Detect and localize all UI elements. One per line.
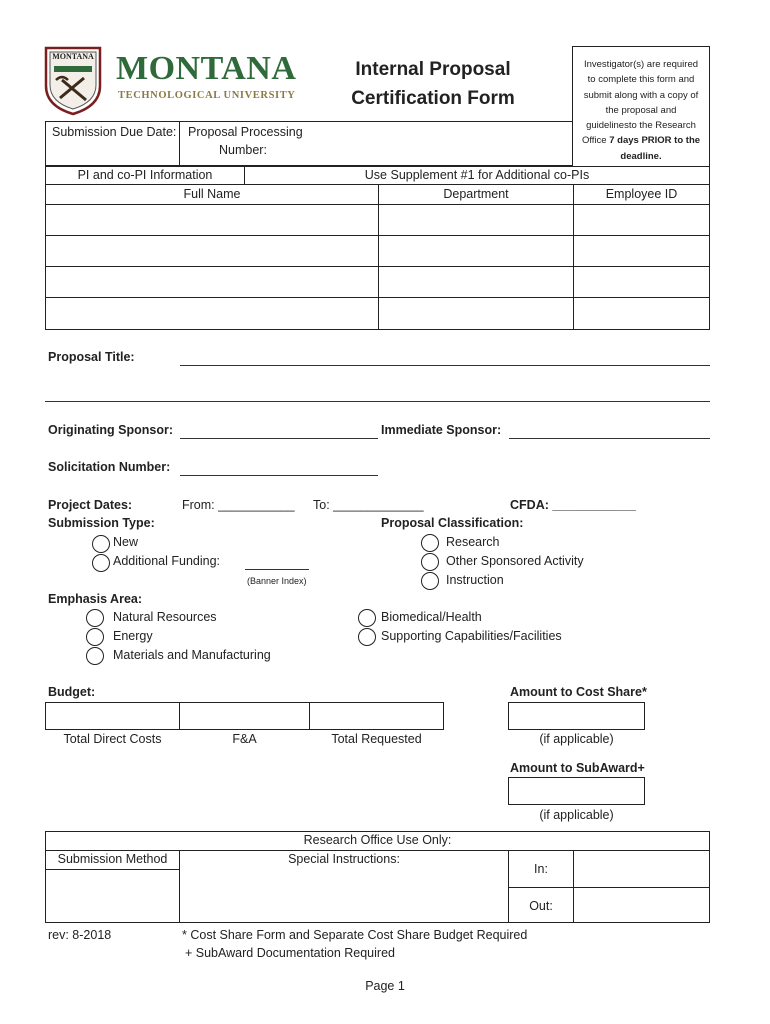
originating-sponsor-label: Originating Sponsor: xyxy=(48,423,173,437)
proposal-title-input-line2[interactable] xyxy=(45,401,710,402)
page-number: Page 1 xyxy=(365,979,405,993)
copi-id-input[interactable] xyxy=(573,297,710,330)
emphasis-energy-radio[interactable] xyxy=(86,628,104,646)
proposal-classification-label: Proposal Classification: xyxy=(381,516,524,530)
in-label: In: xyxy=(534,862,548,876)
emphasis-natural-radio[interactable] xyxy=(86,609,104,627)
submission-type-label: Submission Type: xyxy=(48,516,155,530)
copi-id-input[interactable] xyxy=(573,235,710,267)
processing-number-label-1: Proposal Processing xyxy=(188,125,303,139)
instructions-line: Investigator(s) are required xyxy=(583,59,699,70)
instructions-line xyxy=(574,133,708,148)
emphasis-materials-radio[interactable] xyxy=(86,647,104,665)
revision-label: rev: 8-2018 xyxy=(48,928,112,942)
originating-sponsor-input[interactable] xyxy=(180,438,378,439)
classification-other-radio[interactable] xyxy=(421,553,439,571)
office-header: Research Office Use Only: xyxy=(303,833,452,847)
instructions-line: the proposal and xyxy=(605,104,677,116)
cost-share-input[interactable] xyxy=(508,702,645,730)
supplement-note: Use Supplement #1 for Additional co-PIs xyxy=(364,168,590,182)
logo-shield-text: MONTANA xyxy=(52,52,94,61)
out-label: Out: xyxy=(529,899,553,913)
due-date-label: Submission Due Date: xyxy=(52,125,177,139)
copi-name-input[interactable] xyxy=(45,266,379,298)
classification-other-label: Other Sponsored Activity xyxy=(446,554,584,568)
total-requested-input[interactable] xyxy=(309,702,444,730)
cfda-field[interactable]: CFDA: ____________ xyxy=(510,498,636,512)
fa-label: F&A xyxy=(232,732,257,746)
copi-dept-input[interactable] xyxy=(378,235,574,267)
proposal-title-input[interactable] xyxy=(180,365,710,366)
banner-index-label: (Banner Index) xyxy=(247,576,307,586)
total-direct-costs-input[interactable] xyxy=(45,702,180,730)
copi-dept-input[interactable] xyxy=(378,297,574,330)
total-direct-costs-label: Total Direct Costs xyxy=(63,732,162,746)
emphasis-supporting-radio[interactable] xyxy=(358,628,376,646)
copi-id-input[interactable] xyxy=(573,266,710,298)
immediate-sponsor-label: Immediate Sponsor: xyxy=(381,423,502,437)
footnote-subaward: + SubAward Documentation Required xyxy=(185,946,395,960)
submission-method-input[interactable] xyxy=(45,869,180,923)
instructions-line: to complete this form and xyxy=(587,74,695,86)
pi-id-input[interactable] xyxy=(573,204,710,236)
banner-index-input[interactable] xyxy=(245,569,309,570)
col-header-id: Employee ID xyxy=(605,187,678,201)
col-header-dept: Department xyxy=(443,187,509,201)
from-date-field[interactable]: From: ___________ xyxy=(182,498,295,512)
logo-subtitle: TECHNOLOGICAL UNIVERSITY xyxy=(118,90,296,101)
cost-share-if-applicable: (if applicable) xyxy=(539,732,614,746)
subaward-input[interactable] xyxy=(508,777,645,805)
logo-name: MONTANA xyxy=(116,50,297,87)
form-title-line1: Internal Proposal xyxy=(355,59,511,80)
subaward-label: Amount to SubAward+ xyxy=(510,761,645,775)
cost-share-label: Amount to Cost Share* xyxy=(510,685,647,699)
classification-research-label: Research xyxy=(446,535,500,549)
copi-name-input[interactable] xyxy=(45,297,379,330)
classification-research-radio[interactable] xyxy=(421,534,439,552)
solicitation-number-label: Solicitation Number: xyxy=(48,460,171,474)
emphasis-supporting-label: Supporting Capabilities/Facilities xyxy=(381,629,562,643)
instructions-deadline-emphasis: 7 days PRIOR to the xyxy=(609,135,701,147)
budget-label: Budget: xyxy=(48,685,96,699)
instructions-line: submit along with a copy of xyxy=(583,89,699,101)
emphasis-biomedical-label: Biomedical/Health xyxy=(381,610,482,624)
total-requested-label: Total Requested xyxy=(331,732,422,746)
out-input[interactable] xyxy=(573,887,710,923)
col-header-name: Full Name xyxy=(183,187,241,201)
form-title-line2: Certification Form xyxy=(351,88,515,109)
submission-type-new-label: New xyxy=(113,535,139,549)
solicitation-number-input[interactable] xyxy=(180,475,378,476)
emphasis-area-label: Emphasis Area: xyxy=(48,592,143,606)
footnote-cost-share: * Cost Share Form and Separate Cost Share Budget Required xyxy=(182,928,528,942)
pi-section-label: PI and co-PI Information xyxy=(77,168,213,182)
logo xyxy=(44,46,314,116)
to-date-field[interactable]: To: _____________ xyxy=(313,498,424,512)
copi-dept-input[interactable] xyxy=(378,266,574,298)
submission-method-label: Submission Method xyxy=(57,852,168,866)
submission-type-additional-label: Additional Funding: xyxy=(113,554,221,568)
emphasis-biomedical-radio[interactable] xyxy=(358,609,376,627)
immediate-sponsor-input[interactable] xyxy=(509,438,710,439)
instructions-text-part: Office xyxy=(581,135,610,147)
special-instructions-label: Special Instructions: xyxy=(288,852,400,866)
pi-name-input[interactable] xyxy=(45,204,379,236)
project-dates-label: Project Dates: xyxy=(48,498,133,512)
fa-input[interactable] xyxy=(179,702,310,730)
classification-instruction-label: Instruction xyxy=(446,573,504,587)
processing-number-label-2: Number: xyxy=(219,143,267,157)
instructions-line: guidelinesto the Research xyxy=(586,120,696,132)
submission-type-new-radio[interactable] xyxy=(92,535,110,553)
emphasis-natural-label: Natural Resources xyxy=(113,610,217,624)
pi-dept-input[interactable] xyxy=(378,204,574,236)
classification-instruction-radio[interactable] xyxy=(421,572,439,590)
submission-type-additional-radio[interactable] xyxy=(92,554,110,572)
copi-name-input[interactable] xyxy=(45,235,379,267)
instructions-line: deadline. xyxy=(620,150,662,162)
subaward-if-applicable: (if applicable) xyxy=(539,808,614,822)
emphasis-energy-label: Energy xyxy=(113,629,153,643)
proposal-title-label: Proposal Title: xyxy=(48,350,135,364)
in-input[interactable] xyxy=(573,850,710,888)
instructions-text xyxy=(574,57,708,164)
emphasis-materials-label: Materials and Manufacturing xyxy=(113,648,271,662)
